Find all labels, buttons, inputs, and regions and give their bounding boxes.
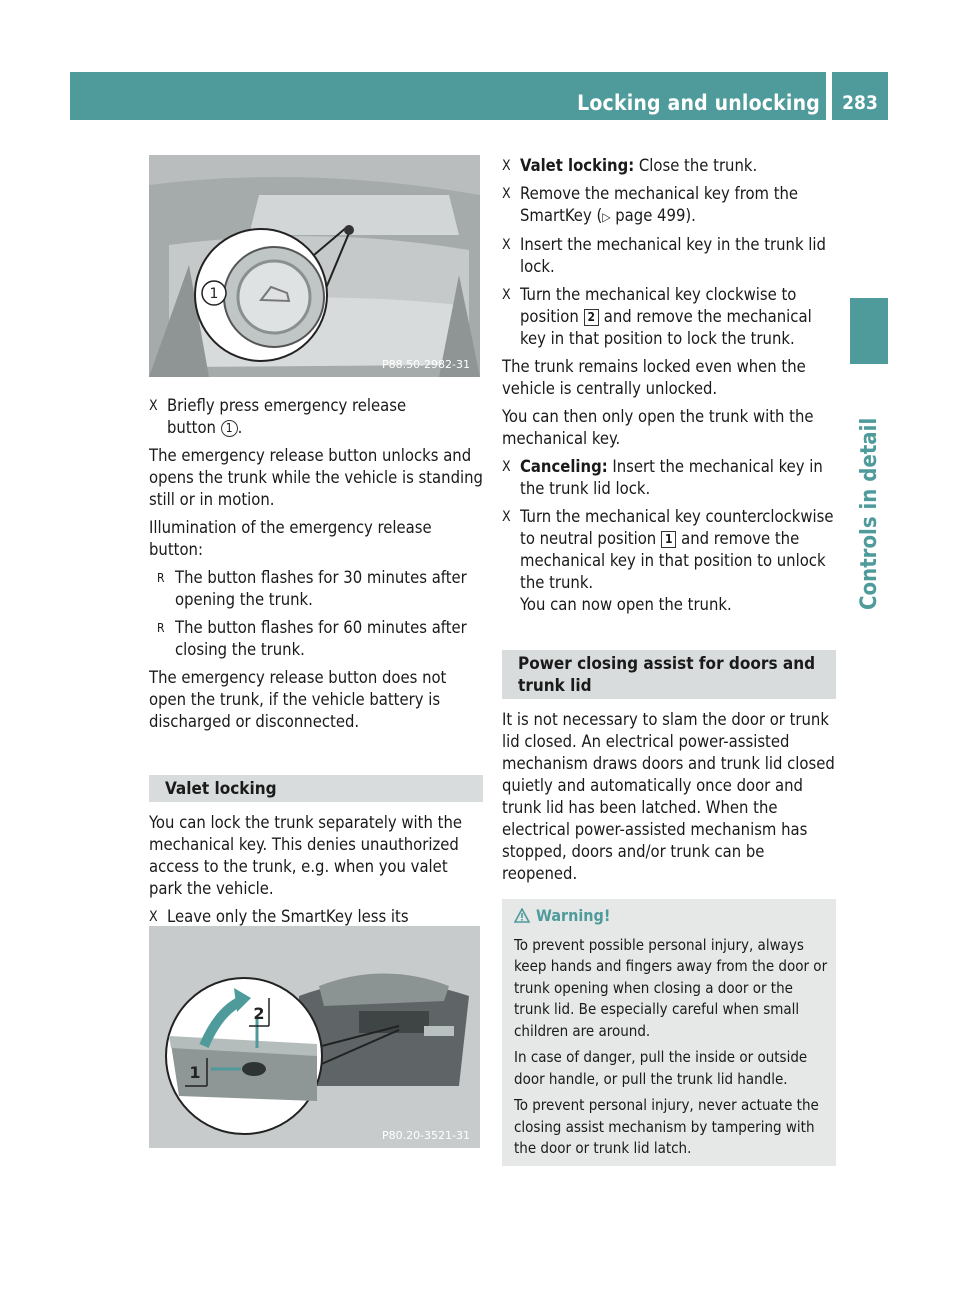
page-title: Locking and unlocking	[577, 91, 820, 115]
paragraph: You can lock the trunk separately with the mechanical key. This denies unauthorized access to the trunk, e.g. when you valet park the vehicle.	[149, 813, 462, 898]
paragraph: The trunk remains locked even when the vehicle is centrally unlocked.	[502, 357, 806, 398]
bullet-marker-icon: R	[157, 571, 165, 585]
figure1-code: P88.50-2982-31	[381, 358, 470, 371]
warning-paragraph: To prevent personal injury, never actuate the closing assist mechanism by tampering with the door or trunk lid latch.	[514, 1096, 819, 1157]
warning-box	[502, 899, 836, 1166]
list-item: R The button flashes for 60 minutes after closing the trunk.	[157, 618, 467, 659]
position-1-badge: 1	[661, 531, 677, 548]
step-marker-icon: X	[502, 186, 511, 202]
callout-1: 1	[221, 420, 238, 437]
warning-triangle-icon	[514, 907, 530, 929]
step-marker-icon: X	[502, 287, 511, 303]
warning-paragraph: In case of danger, pull the inside or outside door handle, or pull the trunk lid handle.	[514, 1048, 808, 1088]
list-item: R The button flashes for 30 minutes after opening the trunk.	[157, 568, 467, 609]
figure-trunk-emergency-release	[149, 155, 480, 377]
step-canceling: X Canceling: Insert the mechanical key in the trunk lid lock.	[502, 457, 823, 498]
step-marker-icon: X	[149, 398, 158, 414]
paragraph: The emergency release button does not open the trunk, if the vehicle battery is discharged or disconnected.	[149, 668, 447, 731]
position-2-badge: 2	[584, 309, 600, 326]
page-reference-arrow-icon: ▷	[602, 210, 611, 224]
figure1-callout-1: 1	[209, 286, 219, 302]
page-number: 283	[832, 72, 888, 120]
step-turn-counterclockwise: X Turn the mechanical key counterclockwise to neutral position 1 and remove the mechanical key in that position to unlock the trunk. You can now open the trunk.	[502, 507, 834, 614]
figure2-callout-2: 2	[253, 1004, 265, 1023]
figure2-code: P80.20-3521-31	[381, 1129, 470, 1142]
side-tab-label: Controls in detail	[857, 417, 882, 610]
step-marker-icon: X	[502, 509, 511, 525]
right-column	[502, 155, 836, 1166]
step-turn-clockwise: X Turn the mechanical key clockwise to position 2 and remove the mechanical key in that position to lock the trunk.	[502, 285, 812, 348]
step-valet-locking: X Valet locking: Close the trunk.	[502, 156, 758, 175]
step-marker-icon: X	[149, 909, 158, 925]
step-press-emergency-release: X Briefly press emergency release button 1 .	[149, 396, 407, 437]
step-marker-icon: X	[502, 158, 511, 174]
trunk-illustration	[149, 155, 480, 377]
paragraph: The emergency release button unlocks and opens the trunk while the vehicle is standing still or in motion.	[149, 446, 483, 509]
section-heading-valet-locking: Valet locking	[149, 775, 483, 802]
section-heading-power-closing: Power closing assist for doors and trunk lid	[502, 650, 836, 699]
bullet-marker-icon: R	[157, 621, 165, 635]
paragraph: You can then only open the trunk with the mechanical key.	[502, 407, 814, 448]
warning-paragraph: To prevent possible personal injury, always keep hands and fingers away from the door or trunk opening when closing a door or the trunk lid. Be especially careful when small children are around.	[514, 935, 828, 1040]
step-marker-icon: X	[502, 459, 511, 475]
left-column	[149, 395, 483, 956]
step-marker-icon: X	[502, 237, 511, 253]
trunk-lock-illustration	[149, 926, 480, 1148]
figure2-callout-1: 1	[189, 1063, 201, 1082]
paragraph: Illumination of the emergency release button:	[149, 518, 432, 559]
step-leave-smartkey: X Leave only the SmartKey less its	[149, 907, 409, 926]
figure-trunk-lid-lock	[149, 926, 480, 1148]
step-remove-key: X Remove the mechanical key from the SmartKey (▷ page 499).	[502, 184, 799, 225]
step-insert-key: X Insert the mechanical key in the trunk lid lock.	[502, 235, 826, 276]
warning-title: Warning!	[514, 905, 828, 929]
paragraph: It is not necessary to slam the door or trunk lid closed. An electrical power-assisted mechanism draws doors and trunk lid closed quietly and automatically once door and trunk lid has been latched. When the electrical power-assisted mechanism has stopped, doors and/or trunk can be reopened.	[502, 710, 835, 883]
